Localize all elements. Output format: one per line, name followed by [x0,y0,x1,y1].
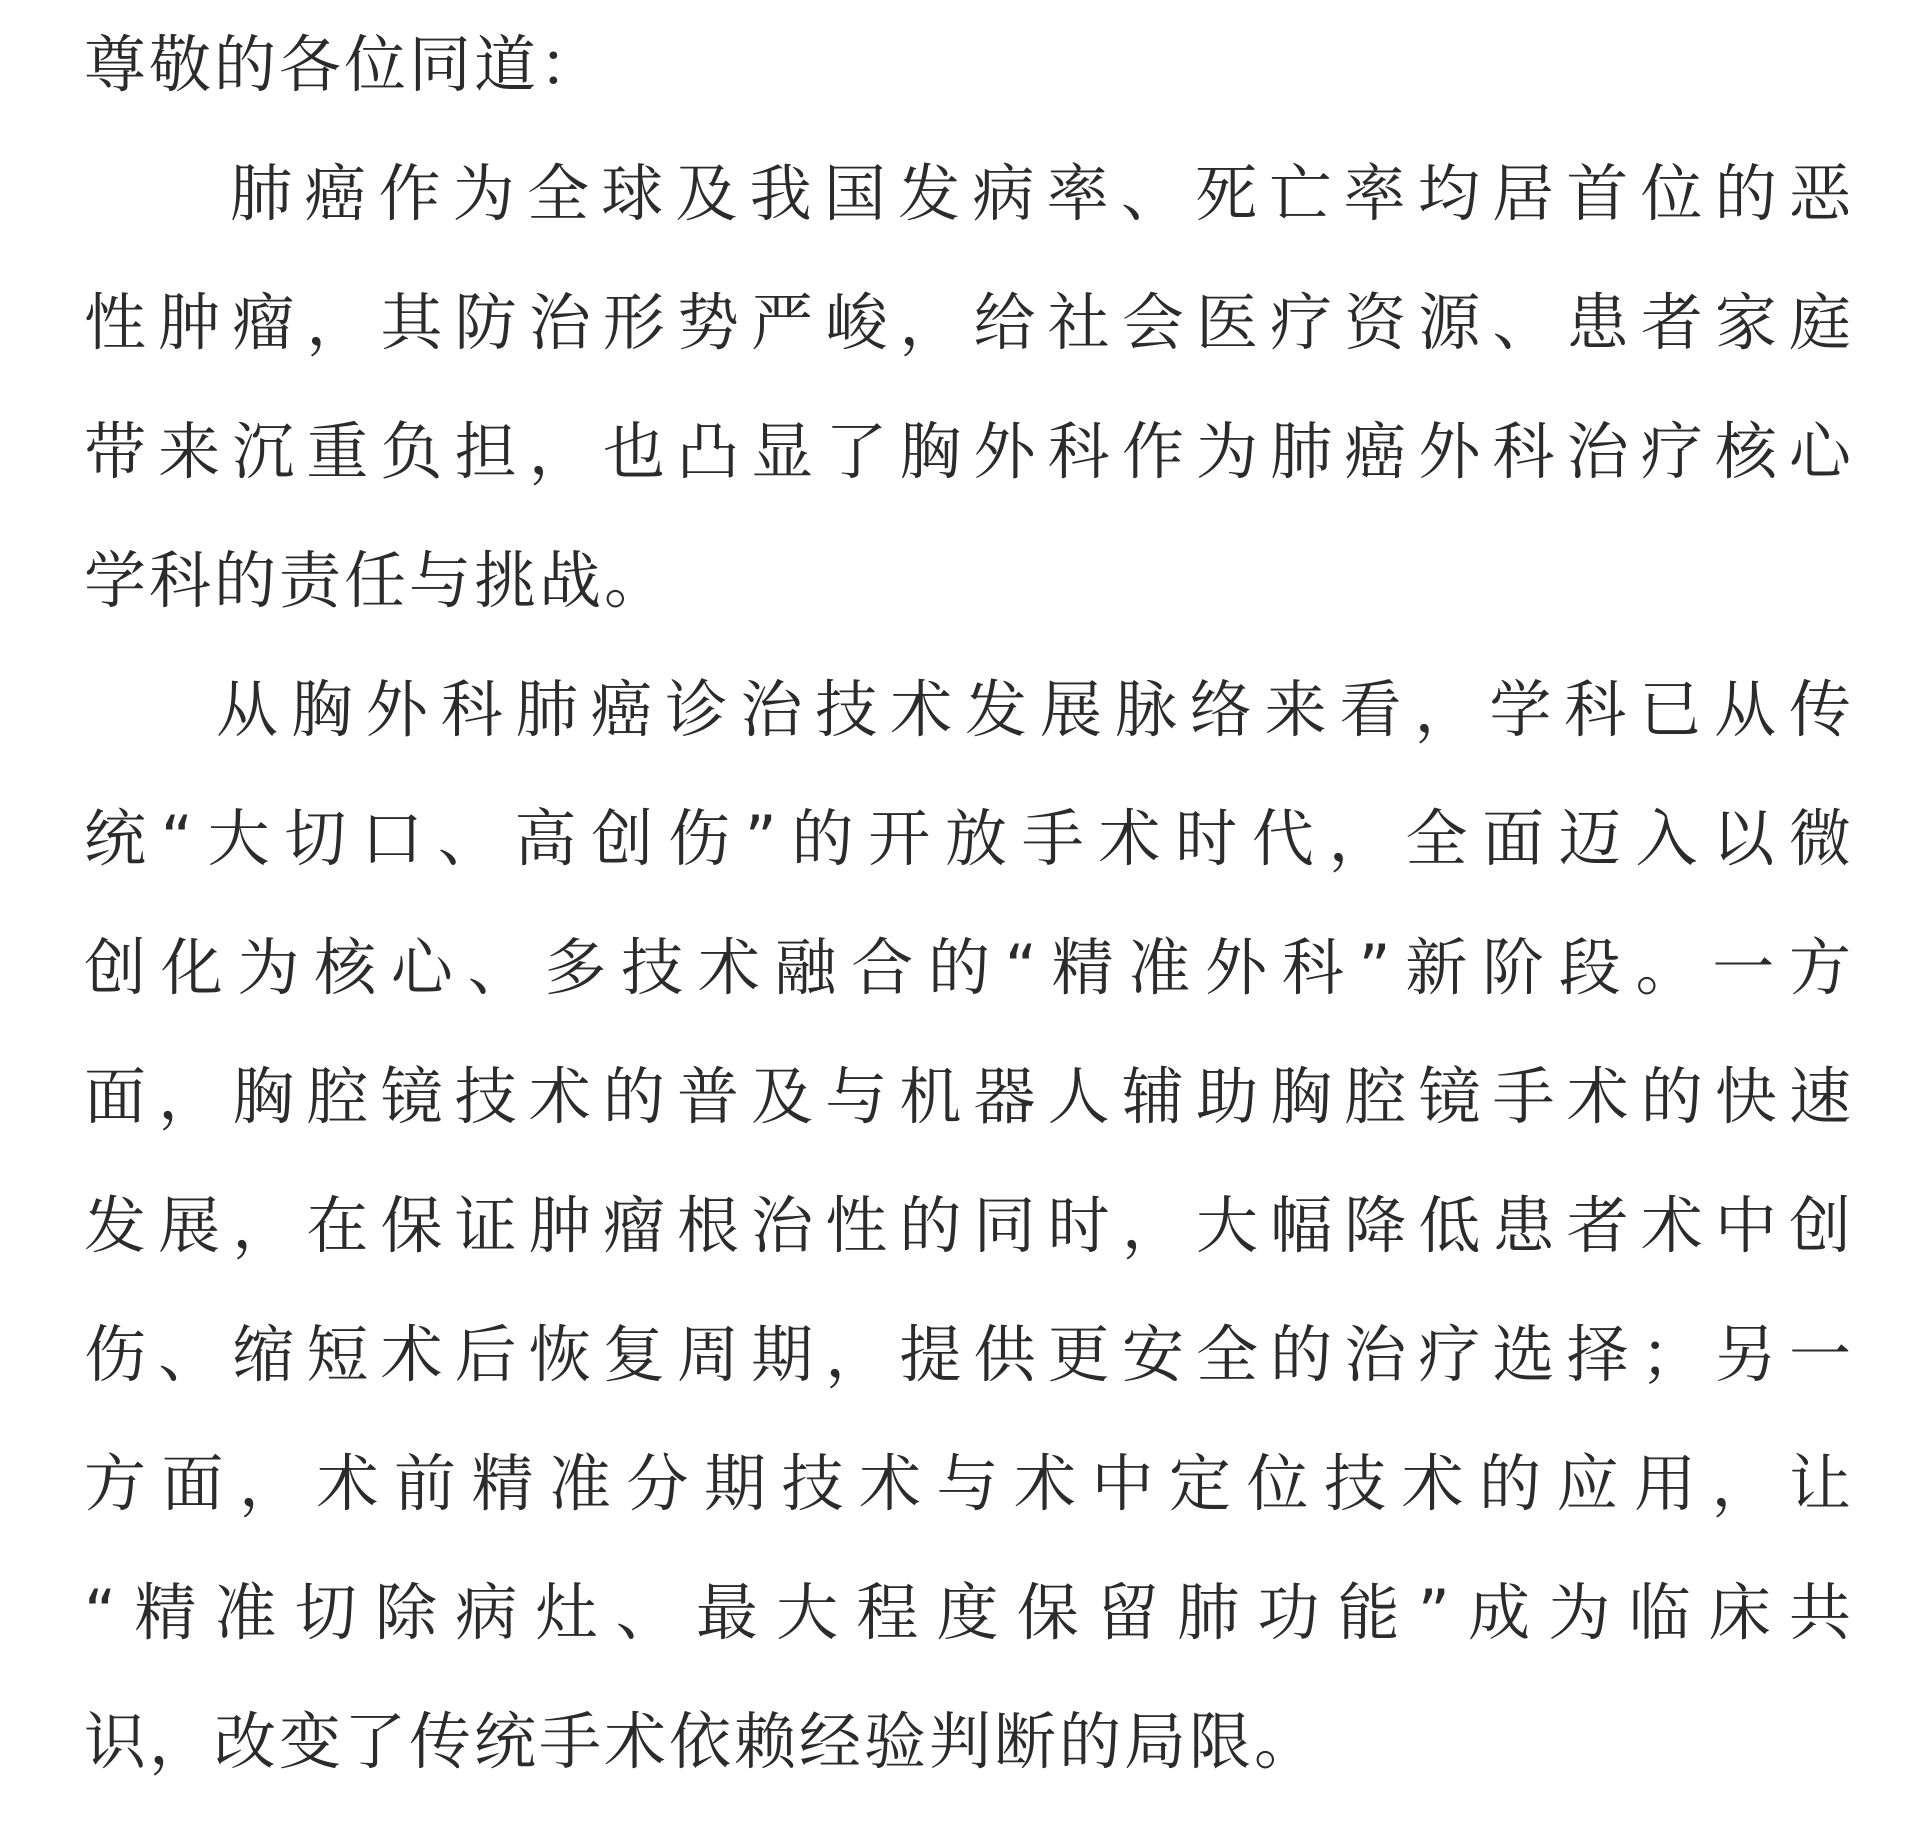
paragraph-2-line-2: 统“大切口、高创伤”的开放手术时代，全面迈入以微 [84,802,1854,875]
document-body [84,0,1854,1806]
paragraph-1 [84,129,1854,645]
paragraph-2-line-4: 面，胸腔镜技术的普及与机器人辅助胸腔镜手术的快速 [84,1060,1854,1133]
paragraph-1-line-2: 性肿瘤，其防治形势严峻，给社会医疗资源、患者家庭 [84,286,1854,359]
paragraph-2 [84,645,1854,1806]
paragraph-2-line-1: 从胸外科肺癌诊治技术发展脉络来看，学科已从传 [216,673,1854,746]
paragraph-2-line-9: 识，改变了传统手术依赖经验判断的局限。 [84,1705,1320,1778]
paragraph-2-line-3: 创化为核心、多技术融合的“精准外科”新阶段。一方 [84,931,1854,1004]
paragraph-2-line-5: 发展，在保证肿瘤根治性的同时，大幅降低患者术中创 [84,1189,1854,1262]
paragraph-1-line-4: 学科的责任与挑战。 [84,544,670,617]
paragraph-2-line-6: 伤、缩短术后恢复周期，提供更安全的治疗选择；另一 [84,1318,1854,1391]
paragraph-2-line-7: 方面，术前精准分期技术与术中定位技术的应用，让 [84,1447,1854,1520]
paragraph-2-line-8: “精准切除病灶、最大程度保留肺功能”成为临床共 [84,1576,1854,1649]
paragraph-1-line-1: 肺癌作为全球及我国发病率、死亡率均居首位的恶 [230,157,1854,230]
paragraph-1-line-3: 带来沉重负担，也凸显了胸外科作为肺癌外科治疗核心 [84,415,1854,488]
salutation: 尊敬的各位同道： [84,28,605,101]
